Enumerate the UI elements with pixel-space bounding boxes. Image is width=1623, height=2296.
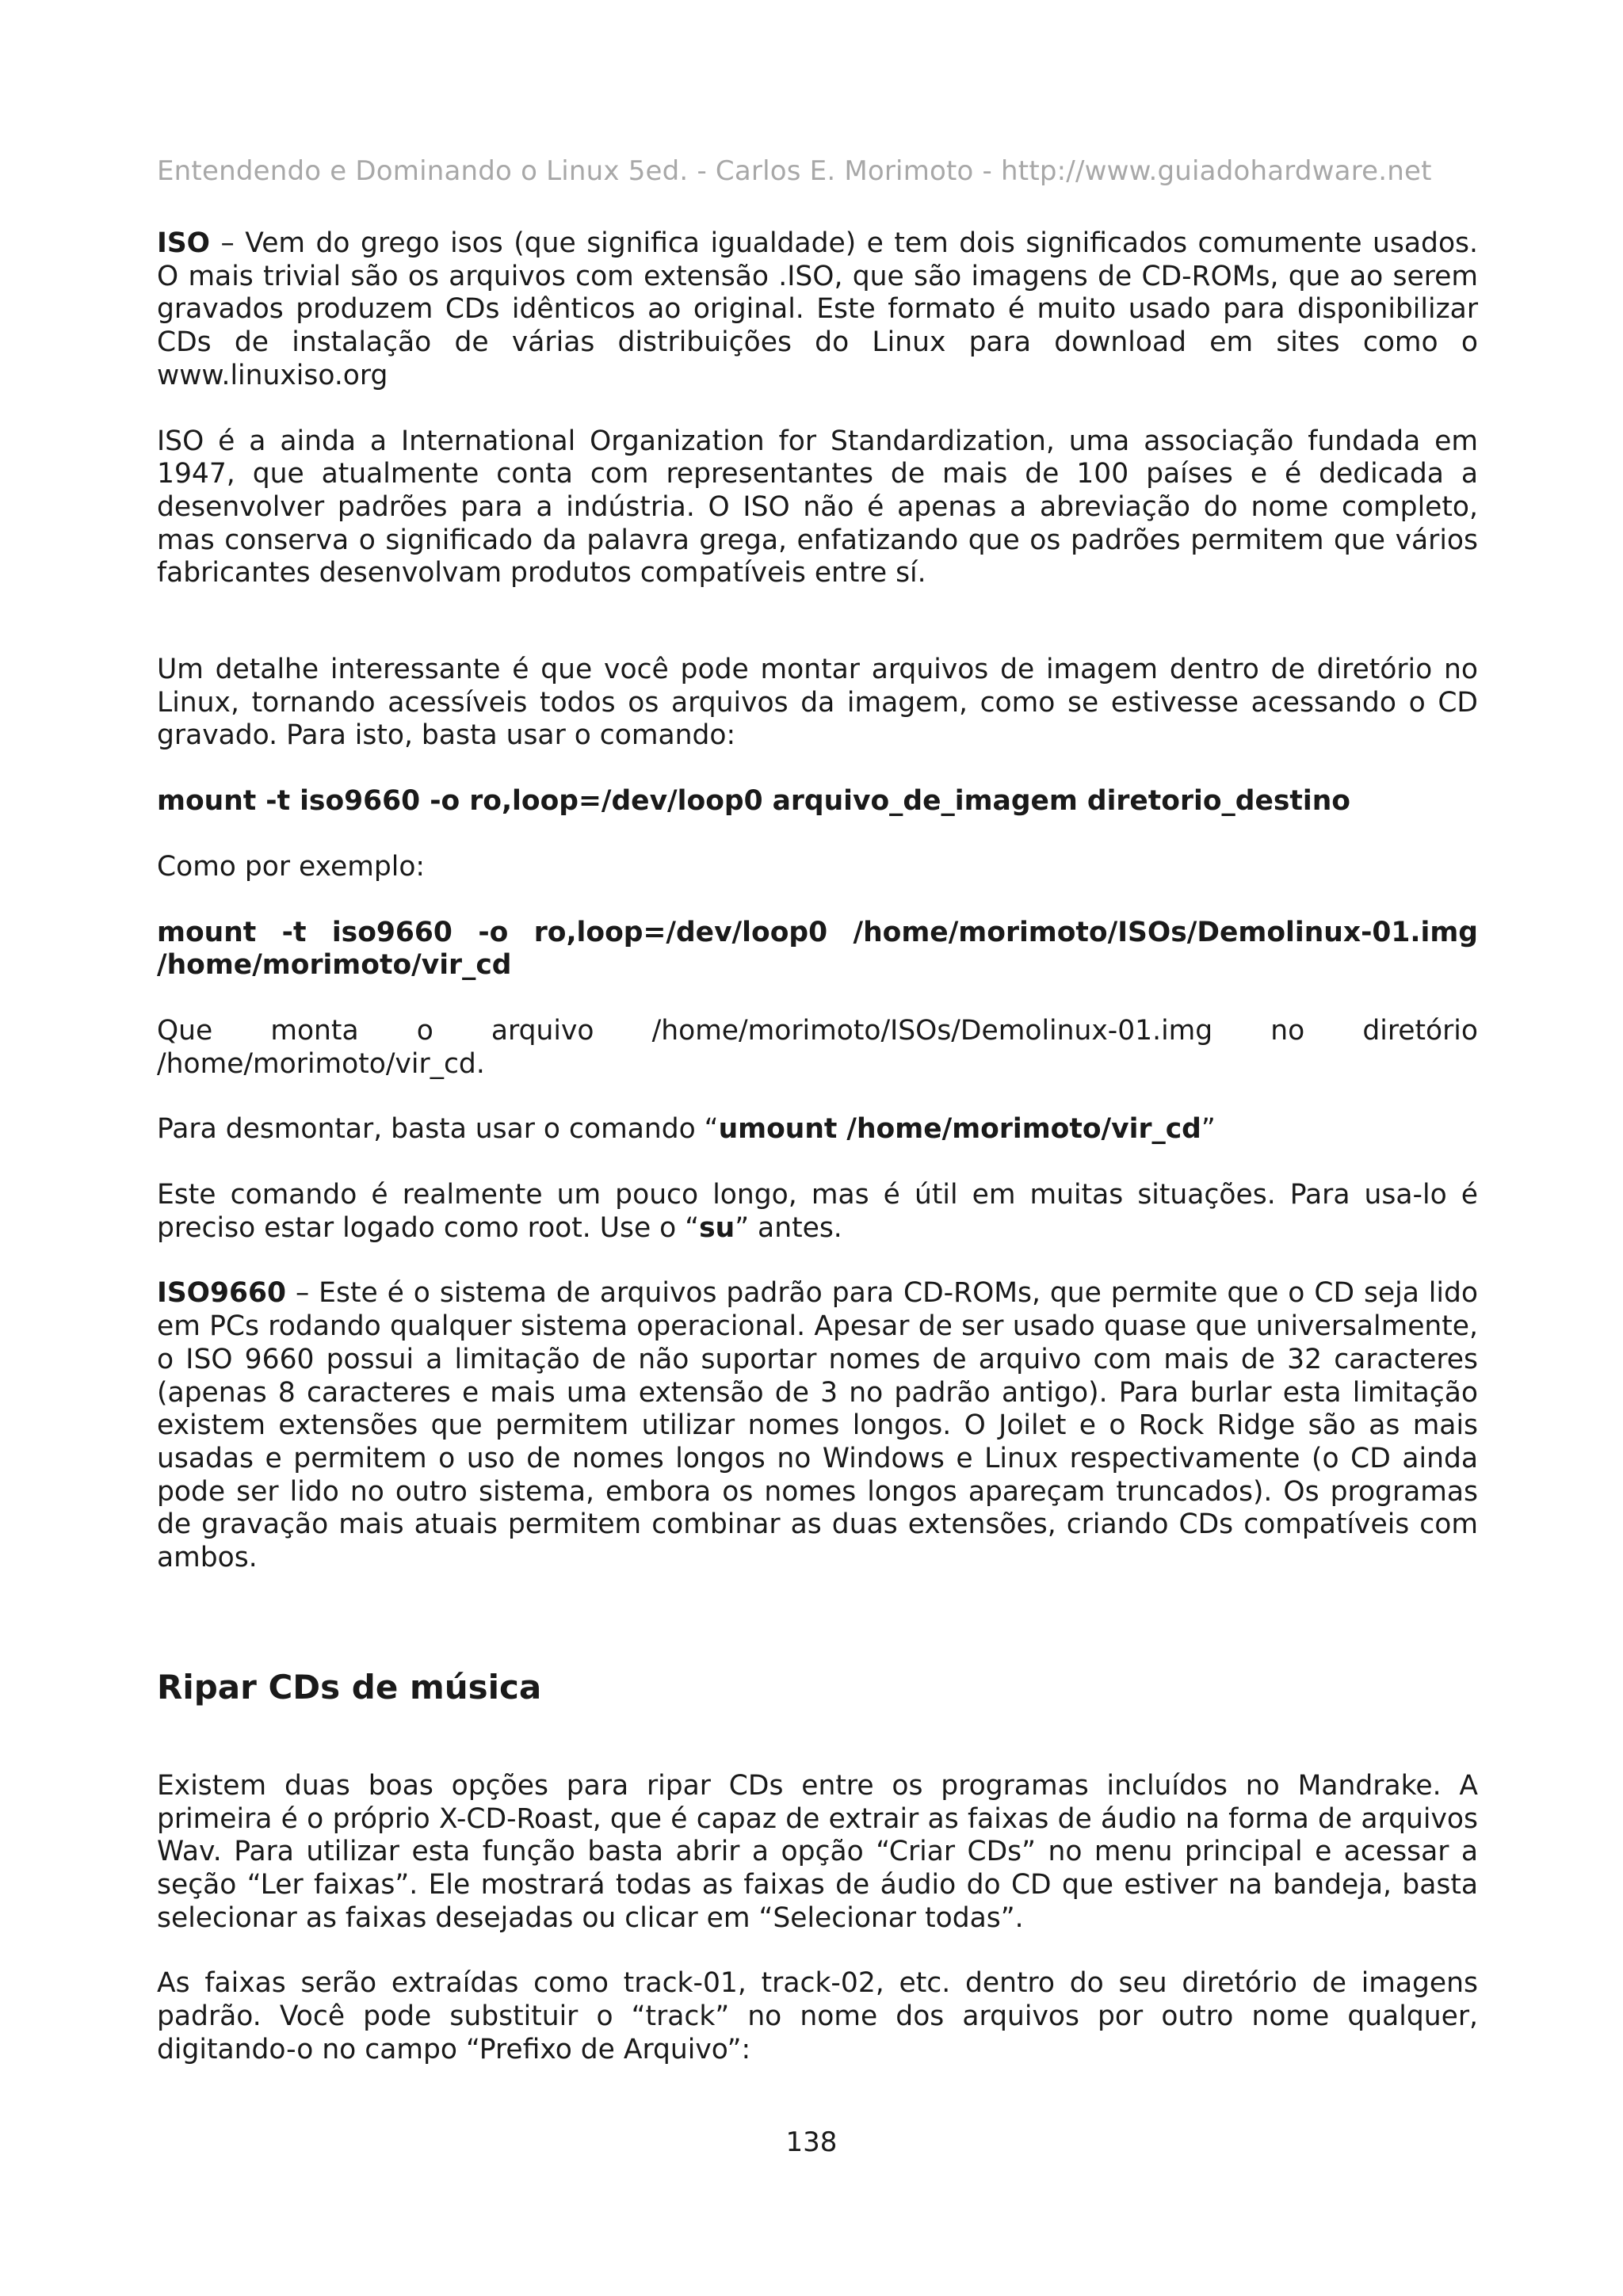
section-heading: Ripar CDs de música: [157, 1667, 542, 1707]
root-note-text-post: ” antes.: [735, 1211, 842, 1244]
running-header: Entendendo e Dominando o Linux 5ed. - Carlos E. Morimoto - http://www.guiadohardware.net: [157, 155, 1432, 187]
umount-paragraph: [157, 1113, 1478, 1146]
mount-explanation-line-2: /home/morimoto/vir_cd.: [157, 1047, 485, 1080]
mount-explanation-line-1: Que monta o arquivo /home/morimoto/ISOs/Demolinux-01.img no diretório: [157, 1014, 1478, 1047]
root-note-paragraph: [157, 1179, 1478, 1245]
umount-text-pre: Para desmontar, basta usar o comando “: [157, 1113, 719, 1146]
ripping-paragraph-1: Existem duas boas opções para ripar CDs entre os programas incluídos no Mandrake. A primeira é o próprio X-CD-Roast, que é capaz de extrair as faixas de áudio na forma de arquivos Wav. Para utilizar esta função basta abrir a opção “Criar CDs” no menu principal e acessar a seção “Ler faixas”. Ele mostrará todas as faixas de áudio do CD que estiver na bandeja, basta selecionar as faixas desejadas ou clicar em “Selecionar todas”.: [157, 1769, 1478, 1934]
iso-organization-paragraph: ISO é a ainda a International Organization for Standardization, uma associação fundada em 1947, que atualmente conta com representantes de mais de 100 países e é dedicada a desenvolver padrões para a indústria. O ISO não é apenas a abreviação do nome completo, mas conserva o significado da palavra grega, enfatizando que os padrões permitem que vários fabricantes desenvolvam produtos compatíveis entre sí.: [157, 425, 1478, 589]
page-number: 138: [785, 2126, 838, 2158]
mount-command: mount -t iso9660 -o ro,loop=/dev/loop0 arquivo_de_imagem diretorio_destino: [157, 785, 1351, 818]
iso-definition: [157, 227, 1478, 393]
umount-command: umount /home/morimoto/vir_cd: [718, 1113, 1201, 1146]
iso9660-definition: [157, 1277, 1478, 1574]
iso-term: ISO: [157, 227, 211, 259]
mount-example-line-2: /home/morimoto/vir_cd: [157, 949, 512, 982]
page-body: [157, 227, 1478, 2066]
mount-example-line-1: mount -t iso9660 -o ro,loop=/dev/loop0 /home/morimoto/ISOs/Demolinux-01.img: [157, 916, 1478, 948]
mount-intro-paragraph: Um detalhe interessante é que você pode montar arquivos de imagem dentro de diretório no Linux, tornando acessíveis todos os arquivos da imagem, como se estivesse acessando o CD gravado. Para isto, basta usar o comando:: [157, 654, 1478, 752]
mount-example-command: [157, 917, 1478, 982]
example-label: Como por exemplo:: [157, 850, 426, 883]
iso-definition-text: – Vem do grego isos (que significa igualdade) e tem dois significados comumente usados. O mais trivial são os arquivos com extensão .ISO, que são imagens de CD-ROMs, que ao serem gravados produzem CDs idênticos ao original. Este formato é muito usado para disponibilizar CDs de instalação de várias distribuições do Linux para download em sites como o www.linuxiso.org: [157, 227, 1478, 391]
ripping-paragraph-2: As faixas serão extraídas como track-01, track-02, etc. dentro do seu diretório de imagens padrão. Você pode substituir o “track” no nome dos arquivos por outro nome qualquer, digitando-o no campo “Prefixo de Arquivo”:: [157, 1967, 1478, 2065]
root-note-text: Este comando é realmente um pouco longo, mas é útil em muitas situações. Para usa-lo é preciso estar logado como root. Use o “: [157, 1179, 1478, 1244]
su-command: su: [699, 1211, 735, 1244]
umount-text-post: ”: [1201, 1113, 1216, 1146]
iso9660-term: ISO9660: [157, 1277, 287, 1310]
iso9660-definition-text: – Este é o sistema de arquivos padrão para CD-ROMs, que permite que o CD seja lido em PCs rodando qualquer sistema operacional. Apesar de ser usado quase que universalmente, o ISO 9660 possui a limitação de não suportar nomes de arquivo com mais de 32 caracteres (apenas 8 caracteres e mais uma extensão de 3 no padrão antigo). Para burlar esta limitação existem extensões que permitem utilizar nomes longos. O Joilet e o Rock Ridge são as mais usadas e permitem o uso de nomes longos no Windows e Linux respectivamente (o CD ainda pode ser lido no outro sistema, embora os nomes longos apareçam truncados). Os programas de gravação mais atuais permitem combinar as duas extensões, criando CDs compatíveis com ambos.: [157, 1277, 1478, 1574]
mount-explanation: [157, 1015, 1478, 1081]
